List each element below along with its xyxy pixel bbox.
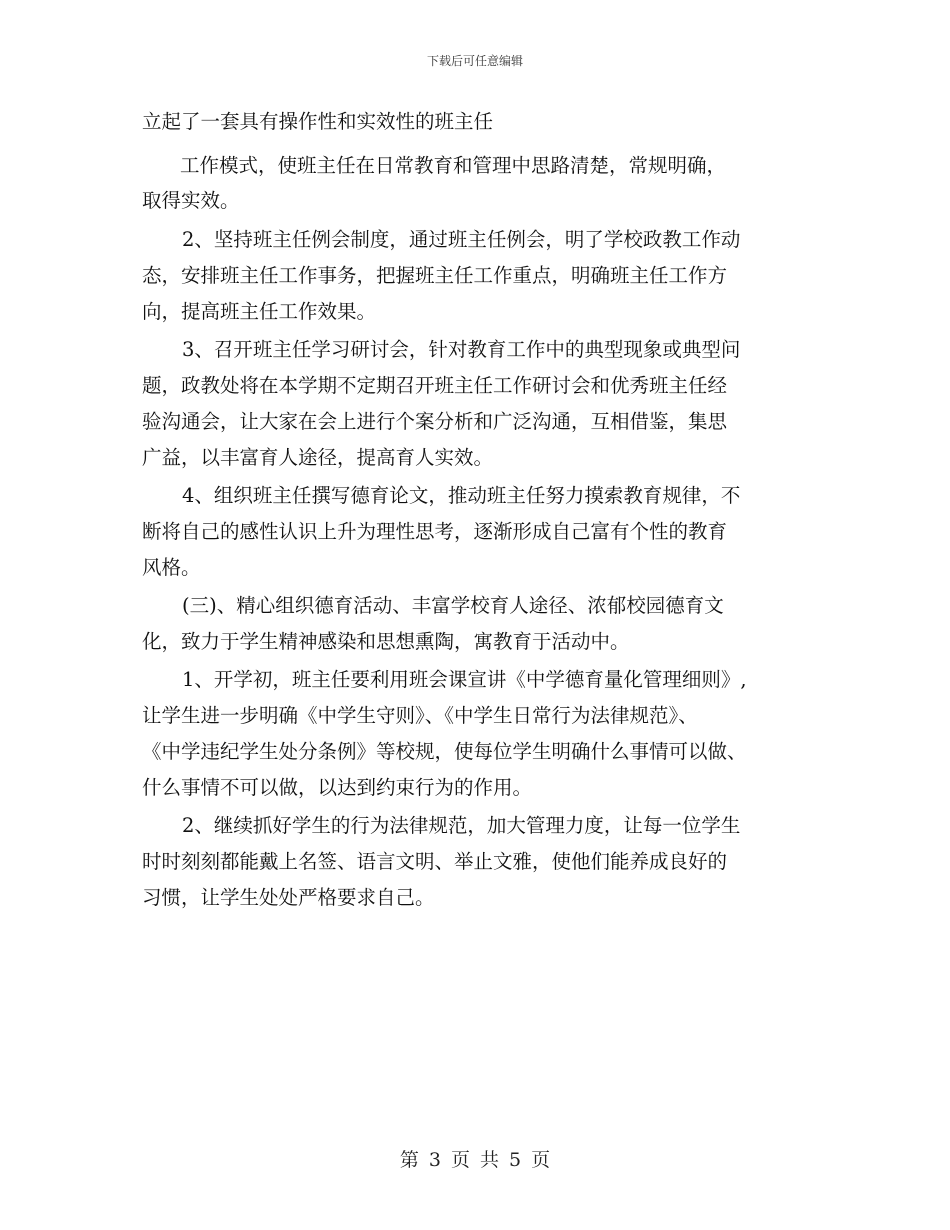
text-line: 立起了一套具有操作性和实效性的班主任: [142, 110, 494, 133]
text-line: 向，提高班主任工作效果。: [142, 300, 377, 323]
text-line: (三)、精心组织德育活动、丰富学校育人途径、浓郁校园德育文: [182, 594, 724, 617]
text-line: 广益，以丰富育人途径，提高育人实效。: [142, 446, 494, 469]
text-line: 4、组织班主任撰写德育论文，推动班主任努力摸索教育规律，不: [182, 484, 741, 507]
text-line: 风格。: [142, 556, 201, 579]
text-line: 2、继续抓好学生的行为法律规范，加大管理力度，让每一位学生: [182, 814, 741, 837]
text-line: 2、坚持班主任例会制度，通过班主任例会，明了学校政教工作动: [182, 228, 741, 251]
text-line: 工作模式，使班主任在日常教育和管理中思路清楚，常规明确，: [180, 154, 727, 177]
page-header-note: 下载后可任意编辑: [426, 54, 523, 68]
text-line: 态，安排班主任工作事务，把握班主任工作重点，明确班主任工作方: [142, 264, 728, 287]
text-line: 习惯，让学生处处严格要求自己。: [142, 886, 435, 909]
page-number: 第 3 页 共 5 页: [399, 1149, 551, 1171]
text-line: 3、召开班主任学习研讨会，针对教育工作中的典型现象或典型问: [182, 338, 741, 361]
text-line: 《中学违纪学生处分条例》等校规，使每位学生明确什么事情可以做、: [142, 740, 747, 763]
text-line: 时时刻刻都能戴上名签、语言文明、举止文雅，使他们能养成良好的: [142, 850, 728, 873]
text-line: 取得实效。: [142, 189, 240, 212]
text-line: 断将自己的感性认识上升为理性思考，逐渐形成自己富有个性的教育: [142, 520, 728, 543]
text-line: 化，致力于学生精神感染和思想熏陶，寓教育于活动中。: [142, 630, 630, 653]
text-line: 验沟通会，让大家在会上进行个案分析和广泛沟通，互相借鉴，集思: [142, 410, 728, 433]
text-line: 1、开学初，班主任要利用班会课宣讲《中学德育量化管理细则》,: [182, 668, 747, 691]
text-line: 题，政教处将在本学期不定期召开班主任工作研讨会和优秀班主任经: [142, 374, 728, 397]
text-line: 让学生进一步明确《中学生守则》、《中学生日常行为法律规范》、: [142, 704, 698, 727]
text-line: 什么事情不可以做，以达到约束行为的作用。: [142, 776, 533, 799]
